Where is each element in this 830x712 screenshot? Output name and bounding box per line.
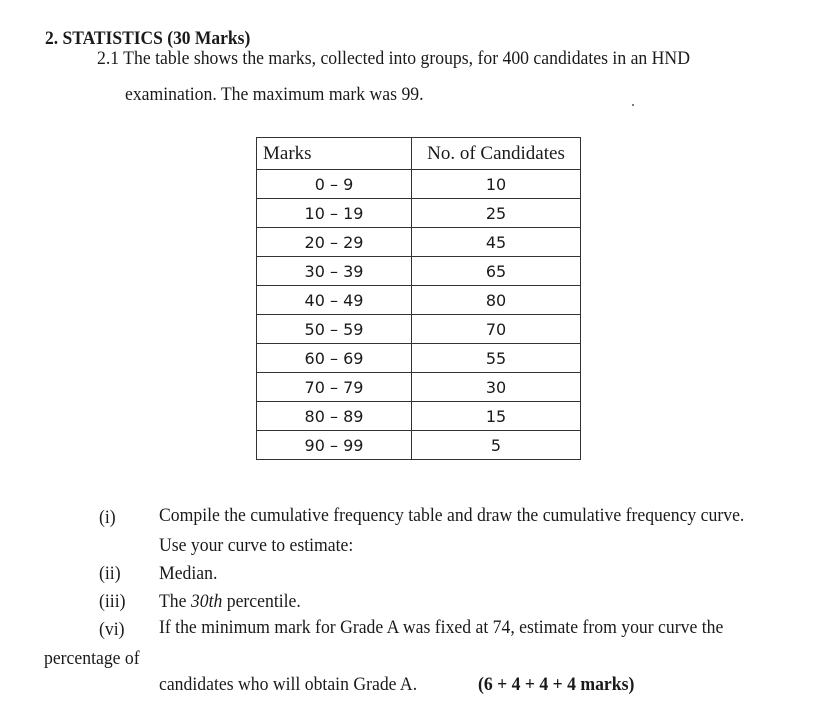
- marks-cell: 40 – 49: [257, 286, 412, 315]
- table-header-row: [257, 138, 581, 170]
- question-number-ii: (ii): [99, 563, 121, 584]
- intro-text-line-1: 2.1 The table shows the marks, collected into groups, for 400 candidates in an HND: [97, 48, 690, 69]
- question-text-i: Compile the cumulative frequency table and draw the cumulative frequency curve.: [159, 505, 745, 526]
- table-row: [257, 170, 581, 199]
- marks-cell: 60 – 69: [257, 344, 412, 373]
- table-row: [257, 315, 581, 344]
- section-heading: 2. STATISTICS (30 Marks): [45, 28, 251, 49]
- table-row: [257, 199, 581, 228]
- candidates-cell: 15: [412, 402, 581, 431]
- header-candidates: No. of Candidates: [412, 138, 581, 170]
- question-text-iii-pre: The: [159, 591, 191, 612]
- question-number-i: (i): [99, 507, 116, 528]
- stray-dot: [632, 104, 634, 106]
- candidates-cell: 30: [412, 373, 581, 402]
- marks-allocation: (6 + 4 + 4 + 4 marks): [478, 674, 635, 695]
- question-number-iii: (iii): [99, 591, 126, 612]
- table-row: [257, 431, 581, 460]
- marks-cell: 0 – 9: [257, 170, 412, 199]
- marks-cell: 80 – 89: [257, 402, 412, 431]
- table-row: [257, 402, 581, 431]
- question-text-vi-wrap: percentage of: [44, 648, 140, 669]
- table-row: [257, 344, 581, 373]
- candidates-cell: 10: [412, 170, 581, 199]
- candidates-cell: 70: [412, 315, 581, 344]
- intro-text-line-2: examination. The maximum mark was 99.: [125, 84, 424, 105]
- candidates-cell: 55: [412, 344, 581, 373]
- question-text-iii-italic: 30th: [190, 591, 223, 612]
- marks-cell: 70 – 79: [257, 373, 412, 402]
- candidates-cell: 5: [412, 431, 581, 460]
- question-text-iii: [159, 591, 301, 613]
- candidates-cell: 65: [412, 257, 581, 286]
- marks-cell: 10 – 19: [257, 199, 412, 228]
- marks-cell: 90 – 99: [257, 431, 412, 460]
- table-row: [257, 257, 581, 286]
- question-text-iii-post: percentile.: [222, 591, 301, 612]
- candidates-cell: 25: [412, 199, 581, 228]
- question-text-vi: If the minimum mark for Grade A was fixed at 74, estimate from your curve the: [159, 617, 724, 638]
- table-row: [257, 228, 581, 257]
- marks-cell: 30 – 39: [257, 257, 412, 286]
- question-number-vi: (vi): [99, 619, 125, 640]
- table-row: [257, 373, 581, 402]
- question-text-ii: Median.: [159, 563, 218, 584]
- marks-cell: 50 – 59: [257, 315, 412, 344]
- marks-table: [256, 137, 581, 460]
- table-row: [257, 286, 581, 315]
- candidates-cell: 80: [412, 286, 581, 315]
- question-text-vi-line3: candidates who will obtain Grade A.: [159, 674, 418, 695]
- candidates-cell: 45: [412, 228, 581, 257]
- question-text-i-line2: Use your curve to estimate:: [159, 535, 354, 556]
- marks-cell: 20 – 29: [257, 228, 412, 257]
- header-marks: Marks: [257, 138, 412, 170]
